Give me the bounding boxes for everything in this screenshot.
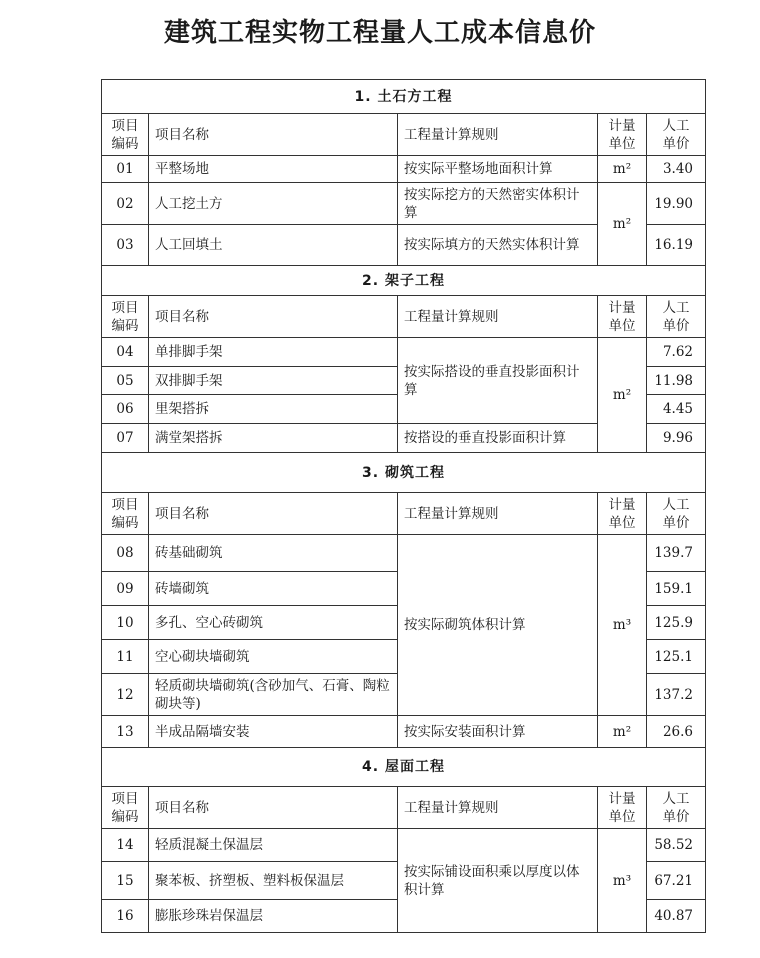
item-name: 平整场地 bbox=[149, 156, 398, 183]
item-rule: 按实际铺设面积乘以厚度以体积计算 bbox=[398, 829, 598, 933]
col-unit-header: 计量 单位 bbox=[598, 787, 647, 829]
item-code: 07 bbox=[102, 424, 149, 453]
item-name: 膨胀珍珠岩保温层 bbox=[149, 900, 398, 933]
item-code: 16 bbox=[102, 900, 149, 933]
col-name-header: 项目名称 bbox=[149, 787, 398, 829]
item-price: 67.21 bbox=[647, 862, 706, 900]
item-price: 16.19 bbox=[647, 225, 706, 266]
item-unit: m² bbox=[598, 716, 647, 748]
section-header bbox=[102, 80, 706, 114]
item-rule: 按实际填方的天然实体积计算 bbox=[398, 225, 598, 266]
item-code: 14 bbox=[102, 829, 149, 862]
item-name: 聚苯板、挤塑板、塑料板保温层 bbox=[149, 862, 398, 900]
col-rule-header: 工程量计算规则 bbox=[398, 114, 598, 156]
item-name: 轻质砌块墙砌筑(含砂加气、石膏、陶粒砌块等) bbox=[149, 674, 398, 716]
col-rule-header: 工程量计算规则 bbox=[398, 493, 598, 535]
col-rule-header: 工程量计算规则 bbox=[398, 296, 598, 338]
section-header bbox=[102, 453, 706, 493]
col-unit-header: 计量 单位 bbox=[598, 114, 647, 156]
col-unit-header: 计量 单位 bbox=[598, 493, 647, 535]
item-name: 里架搭拆 bbox=[149, 395, 398, 424]
item-code: 10 bbox=[102, 606, 149, 640]
item-code: 08 bbox=[102, 535, 149, 572]
item-price: 19.90 bbox=[647, 183, 706, 225]
item-name: 轻质混凝土保温层 bbox=[149, 829, 398, 862]
table-row bbox=[102, 183, 706, 225]
item-name: 空心砌块墙砌筑 bbox=[149, 640, 398, 674]
item-price: 4.45 bbox=[647, 395, 706, 424]
item-rule: 按搭设的垂直投影面积计算 bbox=[398, 424, 598, 453]
column-header-row bbox=[102, 114, 706, 156]
item-code: 11 bbox=[102, 640, 149, 674]
item-name: 人工回填土 bbox=[149, 225, 398, 266]
item-price: 159.1 bbox=[647, 572, 706, 606]
item-price: 7.62 bbox=[647, 338, 706, 367]
item-name: 砖基础砌筑 bbox=[149, 535, 398, 572]
item-rule: 按实际砌筑体积计算 bbox=[398, 535, 598, 716]
item-code: 01 bbox=[102, 156, 149, 183]
col-price-header: 人工 单价 bbox=[647, 296, 706, 338]
item-unit: m² bbox=[598, 338, 647, 453]
item-name: 满堂架搭拆 bbox=[149, 424, 398, 453]
table-row bbox=[102, 535, 706, 572]
item-price: 3.40 bbox=[647, 156, 706, 183]
col-price-header: 人工 单价 bbox=[647, 787, 706, 829]
section-title: 2. 架子工程 bbox=[102, 266, 706, 296]
item-code: 02 bbox=[102, 183, 149, 225]
col-unit-header: 计量 单位 bbox=[598, 296, 647, 338]
col-code-header: 项目 编码 bbox=[102, 296, 149, 338]
table-row bbox=[102, 338, 706, 367]
table-row bbox=[102, 156, 706, 183]
item-price: 58.52 bbox=[647, 829, 706, 862]
col-name-header: 项目名称 bbox=[149, 114, 398, 156]
item-code: 05 bbox=[102, 367, 149, 395]
item-rule: 按实际安装面积计算 bbox=[398, 716, 598, 748]
column-header-row bbox=[102, 493, 706, 535]
price-table bbox=[101, 79, 706, 933]
item-name: 砖墙砌筑 bbox=[149, 572, 398, 606]
section-title: 1. 土石方工程 bbox=[102, 80, 706, 114]
item-code: 03 bbox=[102, 225, 149, 266]
item-name: 多孔、空心砖砌筑 bbox=[149, 606, 398, 640]
table-row bbox=[102, 716, 706, 748]
item-unit: m³ bbox=[598, 535, 647, 716]
col-name-header: 项目名称 bbox=[149, 493, 398, 535]
item-rule: 按实际搭设的垂直投影面积计算 bbox=[398, 338, 598, 424]
col-price-header: 人工 单价 bbox=[647, 114, 706, 156]
page-title: 建筑工程实物工程量人工成本信息价 bbox=[163, 18, 596, 48]
item-name: 单排脚手架 bbox=[149, 338, 398, 367]
column-header-row bbox=[102, 296, 706, 338]
item-code: 12 bbox=[102, 674, 149, 716]
item-price: 26.6 bbox=[647, 716, 706, 748]
item-unit: m³ bbox=[598, 829, 647, 933]
section-header bbox=[102, 748, 706, 787]
item-price: 40.87 bbox=[647, 900, 706, 933]
section-title: 3. 砌筑工程 bbox=[102, 453, 706, 493]
item-code: 06 bbox=[102, 395, 149, 424]
item-name: 双排脚手架 bbox=[149, 367, 398, 395]
item-price: 137.2 bbox=[647, 674, 706, 716]
item-price: 125.1 bbox=[647, 640, 706, 674]
item-price: 139.7 bbox=[647, 535, 706, 572]
column-header-row bbox=[102, 787, 706, 829]
item-price: 11.98 bbox=[647, 367, 706, 395]
item-rule: 按实际挖方的天然密实体积计算 bbox=[398, 183, 598, 225]
col-code-header: 项目 编码 bbox=[102, 493, 149, 535]
item-rule: 按实际平整场地面积计算 bbox=[398, 156, 598, 183]
item-price: 125.9 bbox=[647, 606, 706, 640]
col-name-header: 项目名称 bbox=[149, 296, 398, 338]
item-code: 13 bbox=[102, 716, 149, 748]
col-rule-header: 工程量计算规则 bbox=[398, 787, 598, 829]
col-code-header: 项目 编码 bbox=[102, 114, 149, 156]
item-code: 09 bbox=[102, 572, 149, 606]
section-title: 4. 屋面工程 bbox=[102, 748, 706, 787]
item-price: 9.96 bbox=[647, 424, 706, 453]
table-row bbox=[102, 829, 706, 862]
col-price-header: 人工 单价 bbox=[647, 493, 706, 535]
item-unit: m² bbox=[598, 156, 647, 183]
col-code-header: 项目 编码 bbox=[102, 787, 149, 829]
item-unit: m² bbox=[598, 183, 647, 266]
item-name: 半成品隔墙安装 bbox=[149, 716, 398, 748]
item-name: 人工挖土方 bbox=[149, 183, 398, 225]
item-code: 04 bbox=[102, 338, 149, 367]
section-header bbox=[102, 266, 706, 296]
item-code: 15 bbox=[102, 862, 149, 900]
